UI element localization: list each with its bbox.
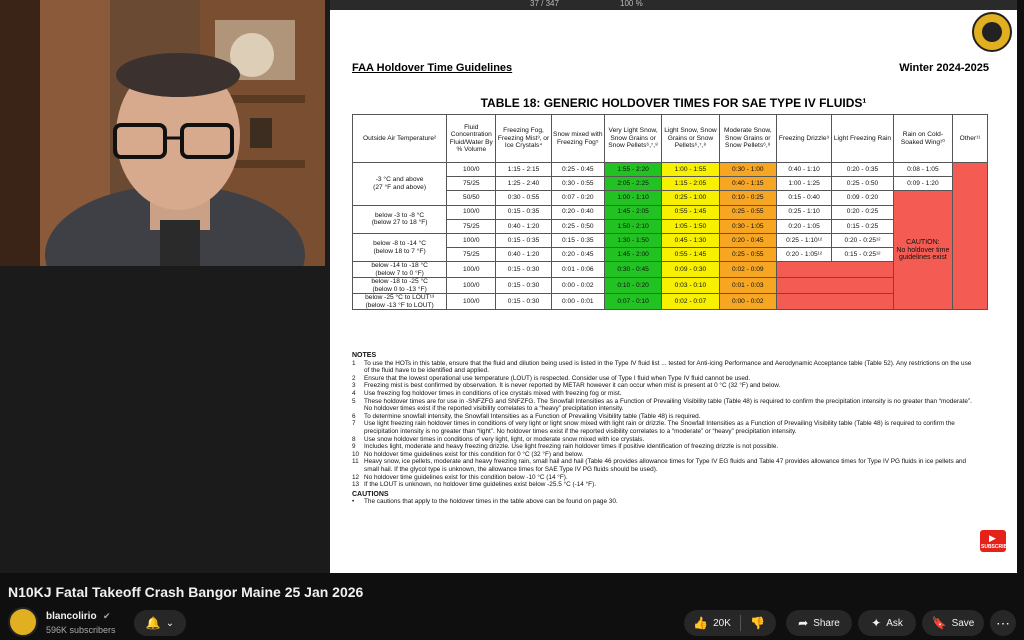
table-cell: 1:00 - 1:10 xyxy=(604,191,661,205)
temp-cell: below -18 to -25 °C (below 0 to -13 °F) xyxy=(353,278,447,294)
table-cell: 1:55 - 2:20 xyxy=(604,163,661,177)
holdover-table xyxy=(352,114,988,310)
share-button[interactable] xyxy=(786,610,852,636)
table-cell: 0:00 - 0:01 xyxy=(551,294,604,310)
temp-cell: -3 °C and above (27 °F and above) xyxy=(353,163,447,206)
col-header: Snow mixed with Freezing Fog⁵ xyxy=(551,115,604,163)
table-cell: 0:30 - 0:45 xyxy=(604,262,661,278)
sparkle-icon: ✦ xyxy=(871,616,882,630)
table-cell: 75/25 xyxy=(447,219,496,233)
table-cell: 0:55 - 1:45 xyxy=(662,248,719,262)
table-cell: 0:20 - 0:45 xyxy=(719,233,776,247)
like-count: 20K xyxy=(713,617,731,629)
thumbs-down-icon: 👎 xyxy=(750,616,765,630)
col-header: Very Light Snow, Snow Grains or Snow Pellets⁶,⁷,⁸ xyxy=(604,115,661,163)
channel-name[interactable]: blancolirio xyxy=(46,611,97,622)
table-cell: 0:15 - 0:35 xyxy=(551,233,604,247)
table-row xyxy=(353,163,988,177)
like-divider xyxy=(740,615,741,631)
cautions-heading: CAUTIONS xyxy=(352,490,389,498)
table-cell: 0:00 - 0:02 xyxy=(719,294,776,310)
table-cell: 0:25 - 1:10¹² xyxy=(776,233,831,247)
note-item: 9 Includes light, moderate and heavy freezing drizzle. Use light freezing rain holdover times if positive identification of freezing drizzle is not possible. xyxy=(352,443,779,451)
table-cell: 0:15 - 0:25 xyxy=(832,219,893,233)
table-cell: 100/0 xyxy=(447,262,496,278)
table-cell: 0:25 - 0:55 xyxy=(719,205,776,219)
caution-cell xyxy=(776,278,893,294)
note-item: 6 To determine snowfall intensity, the Snowfall Intensities as a Function of Prevailing Visibility table (Table 48) is required. xyxy=(352,412,701,420)
table-cell: 0:15 - 0:35 xyxy=(496,233,551,247)
temp-cell: below -8 to -14 °C (below 18 to 7 °F) xyxy=(353,233,447,261)
temp-cell: below -25 °C to LOUT¹³ (below -13 °F to LOUT) xyxy=(353,294,447,310)
table-cell: 0:15 - 0:25¹² xyxy=(832,248,893,262)
table-cell: 0:40 - 1:15 xyxy=(719,177,776,191)
presenter-video xyxy=(0,0,325,266)
table-cell: 0:20 - 0:25 xyxy=(832,205,893,219)
verified-icon: ✔ xyxy=(103,611,111,621)
table-cell: 100/0 xyxy=(447,205,496,219)
chevron-down-icon: ⌄ xyxy=(165,617,175,629)
caution-item: • The cautions that apply to the holdover times in the table above can be found on page 30. xyxy=(352,498,618,506)
table-cell: 0:07 - 0:10 xyxy=(604,294,661,310)
col-header: Freezing Fog, Freezing Mist³, or Ice Crystals⁴ xyxy=(496,115,551,163)
faa-document xyxy=(330,10,1017,573)
table-cell: 0:02 - 0:07 xyxy=(662,294,719,310)
col-header: Light Freezing Rain xyxy=(832,115,893,163)
ask-button[interactable] xyxy=(858,610,916,636)
table-row xyxy=(353,278,988,294)
table-cell: 100/0 xyxy=(447,294,496,310)
note-item: 4 Use freezing fog holdover times in conditions of ice crystals mixed with freezing fog or mist. xyxy=(352,389,622,397)
bell-icon: 🔔 xyxy=(145,616,161,630)
save-button[interactable] xyxy=(922,610,984,636)
table-cell: 0:25 - 0:50 xyxy=(551,219,604,233)
table-cell: 0:20 - 0:35 xyxy=(832,163,893,177)
table-row xyxy=(353,205,988,219)
table-row xyxy=(353,248,988,262)
table-cell: 0:30 - 1:05 xyxy=(719,219,776,233)
table-cell: 1:25 - 2:40 xyxy=(496,177,551,191)
table-cell: 0:09 - 0:20 xyxy=(832,191,893,205)
pdf-toolbar xyxy=(330,0,1017,10)
like-button[interactable] xyxy=(685,616,740,630)
table-row xyxy=(353,233,988,247)
thumbs-up-icon: 👍 xyxy=(693,616,709,630)
note-item: 5 These holdover times are for use in -SNFZFG and SNFZFG. The Snowfall Intensities as a Function of Prevailing Visibility table (Table 48) is required to confirm the precipitation intensity is no greater than “moderate”. No holdover times exist if the reported visibility correlates to a “heavy” precipitation intensity. xyxy=(352,397,972,413)
notes-heading: NOTES xyxy=(352,352,377,359)
col-header: Outside Air Temperature² xyxy=(353,115,447,163)
table-cell: 1:15 - 2:05 xyxy=(662,177,719,191)
col-header: Light Snow, Snow Grains or Snow Pellets⁶,⁷,⁸ xyxy=(662,115,719,163)
note-item: 13 If the LOUT is unknown, no holdover time guidelines exist below -25.5 °C (-14 °F). xyxy=(352,481,596,489)
table-cell: 0:30 - 0:55 xyxy=(496,191,551,205)
table-cell: 100/0 xyxy=(447,233,496,247)
table-row xyxy=(353,262,988,278)
share-icon: ➦ xyxy=(798,616,809,630)
table-cell: 0:55 - 1:45 xyxy=(662,205,719,219)
caution-text-cell xyxy=(893,191,952,310)
webcam-overlay xyxy=(0,0,325,266)
table-cell: 75/25 xyxy=(447,177,496,191)
table-cell: 1:50 - 2:10 xyxy=(604,219,661,233)
table-cell: 0:09 - 0:30 xyxy=(662,262,719,278)
table-cell: 0:20 - 0:45 xyxy=(551,248,604,262)
like-dislike-group xyxy=(684,610,776,636)
table-header-row xyxy=(353,115,988,163)
subscribe-watermark[interactable] xyxy=(980,530,1011,552)
notes-section xyxy=(352,352,972,506)
note-item: 12 No holdover time guidelines exist for this condition below -10 °C (14 °F). xyxy=(352,473,568,481)
table-cell: 0:07 - 0:20 xyxy=(551,191,604,205)
table-cell: 0:20 - 0:40 xyxy=(551,205,604,219)
table-cell: 0:40 - 1:20 xyxy=(496,219,551,233)
table-cell: 0:01 - 0:06 xyxy=(551,262,604,278)
save-label: Save xyxy=(951,617,975,629)
table-cell: 2:05 - 2:25 xyxy=(604,177,661,191)
subscribe-label: SUBSCRIBE xyxy=(981,544,1011,550)
caution-cell xyxy=(776,262,893,278)
share-label: Share xyxy=(813,617,840,629)
pdf-zoom-level: 100 % xyxy=(620,0,643,8)
temp-cell: below -14 to -18 °C (below 7 to 0 °F) xyxy=(353,262,447,278)
more-actions-button[interactable] xyxy=(990,610,1016,636)
doc-header-title: FAA Holdover Time Guidelines xyxy=(352,62,513,74)
table-row xyxy=(353,177,988,191)
table-cell: 0:10 - 0:20 xyxy=(604,278,661,294)
table-cell: 0:20 - 1:05 xyxy=(776,219,831,233)
note-item: 8 Use snow holdover times in conditions of very light, light, or moderate snow mixed with ice crystals. xyxy=(352,435,645,443)
notification-button[interactable] xyxy=(134,610,186,636)
bookmark-icon: 🔖 xyxy=(931,616,947,630)
channel-avatar[interactable] xyxy=(8,607,38,637)
note-item: 11 Heavy snow, ice pellets, moderate and heavy freezing rain, small hail and hail (Table 46 provides allowance times for Type IV EG fluids and Table 47 provides allowance times for Type IV PG fluids in ice pellets and small hail. If the glycol type is unknown, the allowance times for SAE Type IV PG fluids should be used). xyxy=(352,458,967,473)
col-header: Rain on Cold-Soaked Wing¹⁰ xyxy=(893,115,952,163)
caution-cell xyxy=(776,294,893,310)
more-icon: ⋯ xyxy=(996,614,1010,631)
table-cell: 0:20 - 1:05¹² xyxy=(776,248,831,262)
table-cell: 1:00 - 1:25 xyxy=(776,177,831,191)
temp-cell: below -3 to -8 °C (below 27 to 18 °F) xyxy=(353,205,447,233)
dislike-button[interactable] xyxy=(740,616,776,630)
table-cell: 0:15 - 0:40 xyxy=(776,191,831,205)
video-title[interactable]: N10KJ Fatal Takeoff Crash Bangor Maine 25 Jan 2026 xyxy=(8,584,364,600)
note-item: 2 Ensure that the lowest operational use temperature (LOUT) is respected. Consider use of Type I fluid when Type IV fluid cannot be used. xyxy=(352,374,751,382)
caution-text: CAUTION: No holdover time guidelines exist xyxy=(896,239,950,262)
note-item: 3 Freezing mist is best confirmed by observation. It is never reported by METAR however it can occur when mist is present at 0 °C (32 °F) and below. xyxy=(352,382,781,390)
table-cell: 0:09 - 1:20 xyxy=(893,177,952,191)
table-cell: 0:30 - 1:00 xyxy=(719,163,776,177)
table-row xyxy=(353,191,988,205)
table-cell: 0:25 - 0:55 xyxy=(719,248,776,262)
table-cell: 0:25 - 1:00 xyxy=(662,191,719,205)
note-item: 7 Use light freezing rain holdover times in conditions of very light or light snow mixed with light rain or drizzle. The Snowfall Intensities as a Function of Prevailing Visibility table (Table 48) is required to confirm the precipitation intensity is no greater than “light”. No holdover times exist if the reported visibility correlates to a “moderate” or “heavy” precipitation intensity. xyxy=(352,420,955,435)
table-cell: 0:00 - 0:02 xyxy=(551,278,604,294)
table-row xyxy=(353,219,988,233)
table-cell: 1:00 - 1:55 xyxy=(662,163,719,177)
table-cell: 0:15 - 0:35 xyxy=(496,205,551,219)
table-cell: 1:15 - 2:15 xyxy=(496,163,551,177)
table-cell: 0:08 - 1:05 xyxy=(893,163,952,177)
col-header: Fluid Concentration Fluid/Water By % Volume xyxy=(447,115,496,163)
table-cell: 0:40 - 1:10 xyxy=(776,163,831,177)
table-cell: 1:45 - 2:05 xyxy=(604,205,661,219)
table-cell: 0:15 - 0:30 xyxy=(496,278,551,294)
channel-watermark-logo xyxy=(972,12,1012,52)
table-cell: 0:20 - 0:25¹² xyxy=(832,233,893,247)
table-cell: 0:45 - 1:30 xyxy=(662,233,719,247)
table-cell: 0:30 - 0:55 xyxy=(551,177,604,191)
table-cell: 0:03 - 0:10 xyxy=(662,278,719,294)
table-cell: 0:25 - 1:10 xyxy=(776,205,831,219)
col-header: Freezing Drizzle⁹ xyxy=(776,115,831,163)
table-cell: 1:45 - 2:00 xyxy=(604,248,661,262)
note-item: 10 No holdover time guidelines exist for this condition for 0 °C (32 °F) and below. xyxy=(352,450,584,458)
col-header: Other¹¹ xyxy=(953,115,988,163)
table-cell: 1:30 - 1:50 xyxy=(604,233,661,247)
table-cell: 0:15 - 0:30 xyxy=(496,262,551,278)
table-row xyxy=(353,294,988,310)
caution-cell xyxy=(953,163,988,310)
table-cell: 50/50 xyxy=(447,191,496,205)
table-cell: 75/25 xyxy=(447,248,496,262)
table-cell: 0:01 - 0:03 xyxy=(719,278,776,294)
table-cell: 0:25 - 0:45 xyxy=(551,163,604,177)
play-icon: ▶ xyxy=(989,533,996,543)
table-cell: 100/0 xyxy=(447,278,496,294)
table-title: TABLE 18: GENERIC HOLDOVER TIMES FOR SAE TYPE IV FLUIDS¹ xyxy=(480,96,867,110)
col-header: Moderate Snow, Snow Grains or Snow Pellets⁶,⁸ xyxy=(719,115,776,163)
note-item: 1 To use the HOTs in this table, ensure that the fluid and dilution being used is listed in the Type IV fluid list ... tested for Anti-icing Performance and Aerodynamic Acceptance table (Table 52). Any restrictions on the use of the fluid have to be identified and applied. xyxy=(352,359,972,375)
table-cell: 100/0 xyxy=(447,163,496,177)
table-cell: 0:02 - 0:09 xyxy=(719,262,776,278)
table-cell: 0:40 - 1:20 xyxy=(496,248,551,262)
table-cell: 0:25 - 0:50 xyxy=(832,177,893,191)
table-cell: 0:10 - 0:25 xyxy=(719,191,776,205)
table-cell: 0:15 - 0:30 xyxy=(496,294,551,310)
ask-label: Ask xyxy=(886,617,903,629)
table-cell: 1:05 - 1:50 xyxy=(662,219,719,233)
doc-header-season: Winter 2024-2025 xyxy=(899,62,989,74)
subscriber-count: 596K subscribers xyxy=(46,625,116,635)
pdf-page-counter: 37 / 347 xyxy=(530,0,559,8)
